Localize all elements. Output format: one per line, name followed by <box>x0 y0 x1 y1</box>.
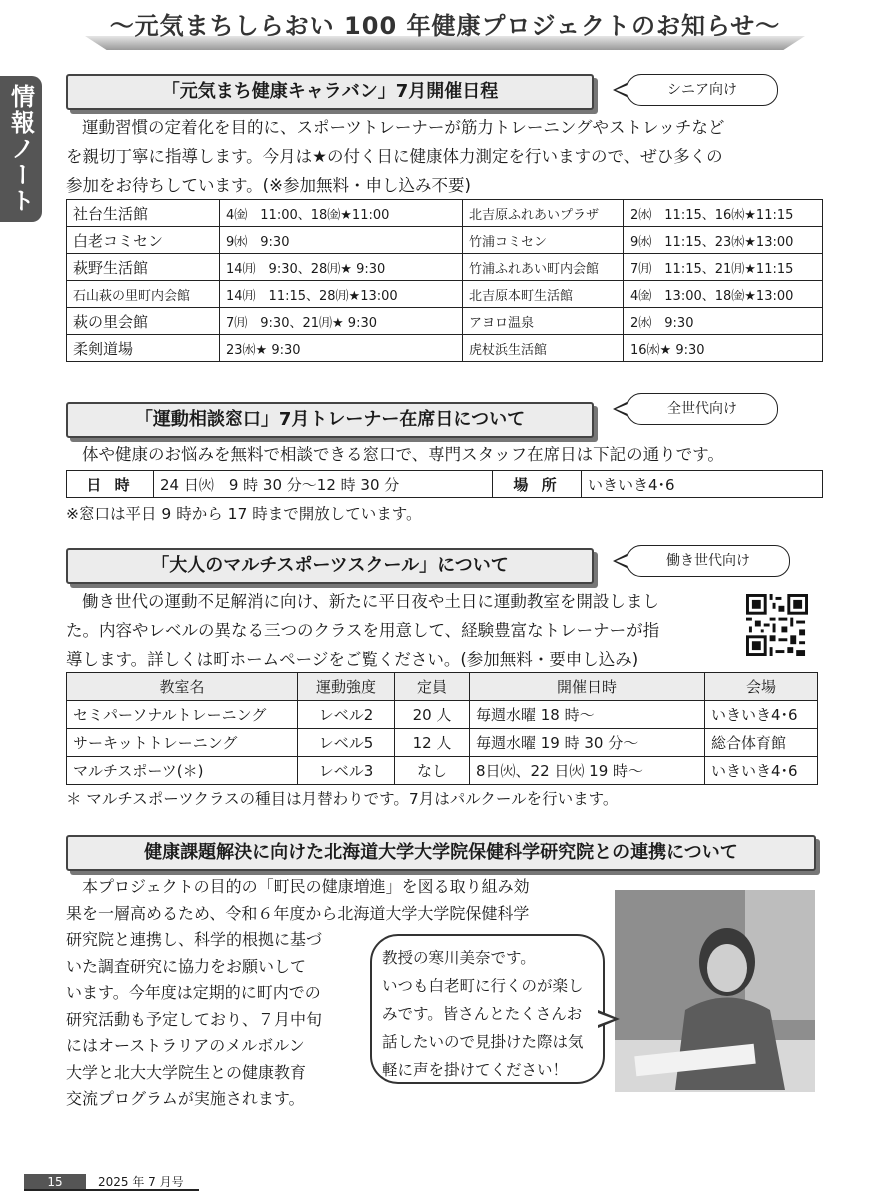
column-header: 運動強度 <box>298 673 395 701</box>
school-section-title: 「大人のマルチスポーツスクール」について <box>66 548 594 584</box>
caravan-target-bubble: シニア向け <box>626 74 778 106</box>
schedule-row <box>67 308 823 335</box>
consult-place-label: 場 所 <box>493 471 582 498</box>
univ-text-line: 大学と北大大学院生との健康教育 <box>66 1062 307 1082</box>
univ-text-line: 果を一層高めるため、令和６年度から北海道大学大学院保健科学 <box>66 903 530 923</box>
time-cell: 9㈬ 11:15、23㈬★13:00 <box>624 227 823 254</box>
venue-cell: アヨロ温泉 <box>463 308 624 335</box>
speech-line: 話したいので見掛けた際は気 <box>382 1033 584 1051</box>
table-cell: 20 人 <box>395 701 470 729</box>
time-cell: 16㈬★ 9:30 <box>624 335 823 362</box>
venue-cell: 竹浦コミセン <box>463 227 624 254</box>
speech-line: 軽に声を掛けてください！ <box>382 1061 569 1079</box>
venue-cell: 柔剣道場 <box>67 335 220 362</box>
speech-line: 教授の寒川美奈です。 <box>382 949 536 967</box>
school-target-bubble: 働き世代向け <box>626 545 790 577</box>
qr-code-icon[interactable] <box>746 594 808 656</box>
professor-photo <box>615 890 815 1092</box>
table-row <box>67 729 818 757</box>
venue-cell: 萩野生活館 <box>67 254 220 281</box>
schedule-row <box>67 281 823 308</box>
caravan-section-title: 「元気まち健康キャラバン」7月開催日程 <box>66 74 594 110</box>
table-cell: レベル5 <box>298 729 395 757</box>
univ-text-line: 本プロジェクトの目的の「町民の健康増進」を図る取り組み効 <box>82 877 530 896</box>
professor-speech-bubble <box>370 934 605 1084</box>
table-cell: なし <box>395 757 470 785</box>
column-header: 教室名 <box>67 673 298 701</box>
table-cell: いきいき4･6 <box>705 757 818 785</box>
consult-place-value: いきいき4･6 <box>582 471 823 498</box>
page-banner-title: 〜元気まちしらおい 100 年健康プロジェクトのお知らせ〜 <box>109 12 781 40</box>
univ-text-line: います。今年度は定期的に町内での <box>66 983 321 1002</box>
time-cell: 4㈮ 11:00、18㈮★11:00 <box>220 200 463 227</box>
caravan-schedule-table <box>66 199 823 362</box>
school-intro-line: た。内容やレベルの異なる三つのクラスを用意して、経験豊富なトレーナーが指 <box>66 621 660 640</box>
page-number: 15 <box>24 1174 86 1191</box>
school-intro-line: 働き世代の運動不足解消に向け、新たに平日夜や土日に運動教室を開設しまし <box>82 592 659 611</box>
univ-text-line: 研究院と連携し、科学的根拠に基づ <box>66 930 323 949</box>
issue-label: 2025 年 7 月号 <box>98 1175 184 1189</box>
caravan-intro-line: 運動習慣の定着化を目的に、スポーツトレーナーが筋力トレーニングやストレッチなど <box>82 118 725 137</box>
univ-text-line: 研究活動も予定しており、７月中旬 <box>66 1009 323 1029</box>
time-cell: 14㈪ 9:30、28㈪★ 9:30 <box>220 254 463 281</box>
school-class-table <box>66 672 818 785</box>
caravan-intro-line: を親切丁寧に指導します。今月は★の付く日に健康体力測定を行いますので、ぜひ多くの <box>66 147 723 166</box>
table-cell: 総合体育館 <box>705 729 818 757</box>
venue-cell: 萩の里会館 <box>67 308 220 335</box>
table-cell: 毎週水曜 18 時〜 <box>470 701 705 729</box>
school-intro <box>66 587 742 674</box>
caravan-intro-line: 参加をお待ちしています。(※参加無料・申し込み不要) <box>66 176 471 195</box>
venue-cell: 虎杖浜生活館 <box>463 335 624 362</box>
school-intro-line: 導します。詳しくは町ホームページをご覧ください。(参加無料・要申し込み) <box>66 650 639 669</box>
univ-text-line: いた調査研究に協力をお願いして <box>66 956 307 976</box>
school-header-row <box>67 673 818 701</box>
column-header: 定員 <box>395 673 470 701</box>
footer-rule <box>24 1189 199 1191</box>
venue-cell: 社台生活館 <box>67 200 220 227</box>
consult-info-table <box>66 470 823 498</box>
schedule-row <box>67 254 823 281</box>
time-cell: 14㈪ 11:15、28㈪★13:00 <box>220 281 463 308</box>
consult-intro: 体や健康のお悩みを無料で相談できる窓口で、専門スタッフ在席日は下記の通りです。 <box>82 445 724 464</box>
table-cell: いきいき4･6 <box>705 701 818 729</box>
school-note: ＊ マルチスポーツクラスの種目は月替わりです。7月はパルクールを行います。 <box>66 790 619 808</box>
table-cell: セミパーソナルトレーニング <box>67 701 298 729</box>
consult-target-bubble: 全世代向け <box>626 393 778 425</box>
venue-cell: 白老コミセン <box>67 227 220 254</box>
table-cell: 12 人 <box>395 729 470 757</box>
schedule-row <box>67 200 823 227</box>
table-cell: 毎週水曜 19 時 30 分〜 <box>470 729 705 757</box>
side-tab-label: 情報ノート <box>0 76 42 222</box>
venue-cell: 石山萩の里町内会館 <box>67 281 220 308</box>
table-cell: レベル2 <box>298 701 395 729</box>
table-cell: レベル3 <box>298 757 395 785</box>
table-row <box>67 701 818 729</box>
schedule-row <box>67 227 823 254</box>
time-cell: 7㈪ 11:15、21㈪★11:15 <box>624 254 823 281</box>
time-cell: 23㈬★ 9:30 <box>220 335 463 362</box>
column-header: 開催日時 <box>470 673 705 701</box>
speech-line: みです。皆さんとたくさんお <box>382 1005 583 1023</box>
consult-date-value: 24 日㈫ 9 時 30 分〜12 時 30 分 <box>154 471 493 498</box>
time-cell: 2㈬ 9:30 <box>624 308 823 335</box>
table-row <box>67 757 818 785</box>
venue-cell: 北吉原ふれあいプラザ <box>463 200 624 227</box>
univ-text-line: 交流プログラムが実施されます。 <box>66 1089 305 1108</box>
univ-section-title: 健康課題解決に向けた北海道大学大学院保健科学研究院との連携について <box>66 835 816 871</box>
univ-text-line: にはオーストラリアのメルボルン <box>66 1036 305 1055</box>
schedule-row <box>67 335 823 362</box>
consult-date-label: 日 時 <box>67 471 154 498</box>
speech-tail-inner <box>598 1013 614 1025</box>
time-cell: 2㈬ 11:15、16㈬★11:15 <box>624 200 823 227</box>
time-cell: 9㈬ 9:30 <box>220 227 463 254</box>
time-cell: 7㈪ 9:30、21㈪★ 9:30 <box>220 308 463 335</box>
caravan-intro <box>66 113 826 200</box>
table-cell: 8日㈫、22 日㈫ 19 時〜 <box>470 757 705 785</box>
table-cell: サーキットトレーニング <box>67 729 298 757</box>
column-header: 会場 <box>705 673 818 701</box>
consult-note: ※窓口は平日 9 時から 17 時まで開放しています。 <box>66 505 422 523</box>
venue-cell: 北吉原本町生活館 <box>463 281 624 308</box>
consult-section-title: 「運動相談窓口」7月トレーナー在席日について <box>66 402 594 438</box>
venue-cell: 竹浦ふれあい町内会館 <box>463 254 624 281</box>
table-cell: マルチスポーツ(＊) <box>67 757 298 785</box>
speech-line: いつも白老町に行くのが楽し <box>382 977 584 995</box>
time-cell: 4㈮ 13:00、18㈮★13:00 <box>624 281 823 308</box>
